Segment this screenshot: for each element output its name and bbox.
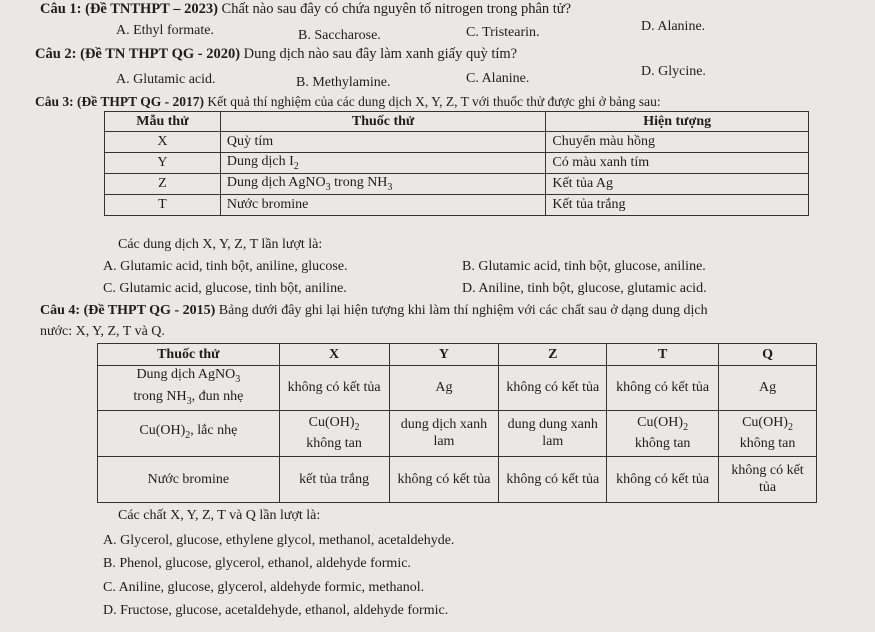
question-1-number: Câu 1: [40, 1, 82, 17]
result-cell: dung dịch xanh lam [389, 410, 499, 456]
question-4-text-line2: nước: X, Y, Z, T và Q. [40, 324, 165, 339]
q3-option-a: A. Glutamic acid, tinh bột, aniline, glucose. [103, 259, 348, 274]
question-2 [35, 46, 517, 63]
result-cell: Có màu xanh tím [546, 153, 809, 174]
question-3 [35, 94, 661, 110]
header-sample: Mẫu thử [105, 112, 221, 132]
q2-option-c: C. Alanine. [466, 71, 530, 86]
sample-cell: Z [105, 174, 221, 195]
question-3-number: Câu 3: [35, 94, 74, 109]
question-1-text: Chất nào sau đây có chứa nguyên tố nitrogen trong phân tử? [221, 1, 572, 17]
q1-option-b: B. Saccharose. [298, 28, 381, 43]
table-row [105, 153, 809, 174]
header-q: Q [719, 344, 817, 366]
table-header-row [98, 344, 817, 366]
q1-option-a: A. Ethyl formate. [116, 23, 214, 38]
table-row [98, 456, 817, 502]
result-cell: dung dung xanh lam [499, 410, 607, 456]
q1-option-c: C. Tristearin. [466, 25, 540, 40]
reagent-cell: Dung dịch AgNO$_3$ trong $NH_3$, đun nhẹ [98, 366, 280, 411]
q4-prompt: Các chất X, Y, Z, T và Q lần lượt là: [118, 508, 321, 523]
result-cell: không có kết tủa [719, 456, 817, 502]
sample-cell: Y [105, 153, 221, 174]
q3-option-c: C. Glutamic acid, glucose, tinh bột, aniline. [103, 281, 347, 296]
header-x: X [279, 344, 389, 366]
question-2-source: (Đề TN THPT QG - 2020) [80, 46, 241, 62]
q4-option-c: C. Aniline, glucose, glycerol, aldehyde formic, methanol. [103, 580, 425, 595]
result-cell: $Cu(OH)_2$ không tan [719, 410, 817, 456]
result-cell: không có kết tủa [279, 366, 389, 411]
question-4-number: Câu 4: [40, 303, 81, 318]
result-cell: không có kết tủa [499, 456, 607, 502]
reagent-cell: $Cu(OH)_2$, lắc nhẹ [98, 410, 280, 456]
reagent-cell: Nước bromine [220, 195, 546, 216]
reagent-cell: Nước bromine [98, 456, 280, 502]
result-cell: không có kết tủa [607, 366, 719, 411]
q3-option-b: B. Glutamic acid, tinh bột, glucose, aniline. [462, 259, 706, 274]
table-row [105, 195, 809, 216]
q2-option-d: D. Glycine. [641, 64, 706, 79]
table-header-row [105, 112, 809, 132]
q4-option-a: A. Glycerol, glucose, ethylene glycol, methanol, acetaldehyde. [103, 533, 455, 548]
table-row [105, 132, 809, 153]
question-3-source: (Đề THPT QG - 2017) [77, 94, 205, 109]
result-cell: Kết tủa Ag [546, 174, 809, 195]
sample-cell: X [105, 132, 221, 153]
reagent-cell: Quỳ tím [220, 132, 546, 153]
question-1-source: (Đề TNTHPT – 2023) [85, 1, 218, 17]
question-2-text: Dung dịch nào sau đây làm xanh giấy quỳ tím? [243, 46, 518, 62]
q3-prompt: Các dung dịch X, Y, Z, T lần lượt là: [118, 237, 323, 252]
result-cell: $Cu(OH)_2$ không tan [279, 410, 389, 456]
header-t: T [607, 344, 719, 366]
q4-option-d: D. Fructose, glucose, acetaldehyde, ethanol, aldehyde formic. [103, 603, 449, 618]
q2-option-b: B. Methylamine. [296, 75, 391, 90]
q4-option-b: B. Phenol, glucose, glycerol, ethanol, aldehyde formic. [103, 556, 411, 571]
result-cell: không có kết tủa [607, 456, 719, 502]
reagent-cell: Dung dịch $I_2$ [220, 153, 546, 174]
header-phenomenon: Hiện tượng [546, 112, 809, 132]
reagent-cell: Dung dịch AgNO$_3$ trong $NH_3$ [220, 174, 546, 195]
result-cell: Ag [389, 366, 499, 411]
result-cell: $Cu(OH)_2$ không tan [607, 410, 719, 456]
table-row [98, 410, 817, 456]
q4-results-table [97, 343, 817, 503]
header-z: Z [499, 344, 607, 366]
question-4 [40, 303, 708, 319]
q2-option-a: A. Glutamic acid. [116, 72, 216, 87]
result-cell: Chuyển màu hồng [546, 132, 809, 153]
header-reagent: Thuốc thử [220, 112, 546, 132]
question-1 [40, 1, 571, 18]
question-3-text: Kết quả thí nghiệm của các dung dịch X, Y, Z, T với thuốc thử được ghi ở bảng sau: [207, 94, 661, 109]
question-2-number: Câu 2: [35, 46, 77, 62]
q3-option-d: D. Aniline, tinh bột, glucose, glutamic acid. [462, 281, 707, 296]
q1-option-d: D. Alanine. [641, 19, 706, 34]
result-cell: Ag [719, 366, 817, 411]
table-row [105, 174, 809, 195]
header-reagent: Thuốc thử [98, 344, 280, 366]
result-cell: không có kết tủa [389, 456, 499, 502]
result-cell: kết tủa trắng [279, 456, 389, 502]
question-4-text: Bảng dưới đây ghi lại hiện tượng khi làm thí nghiệm với các chất sau ở dạng dung dịch [218, 303, 708, 318]
result-cell: không có kết tủa [499, 366, 607, 411]
table-row [98, 366, 817, 411]
sample-cell: T [105, 195, 221, 216]
question-4-source: (Đề THPT QG - 2015) [83, 303, 216, 318]
q3-results-table [104, 111, 809, 216]
header-y: Y [389, 344, 499, 366]
result-cell: Kết tủa trắng [546, 195, 809, 216]
